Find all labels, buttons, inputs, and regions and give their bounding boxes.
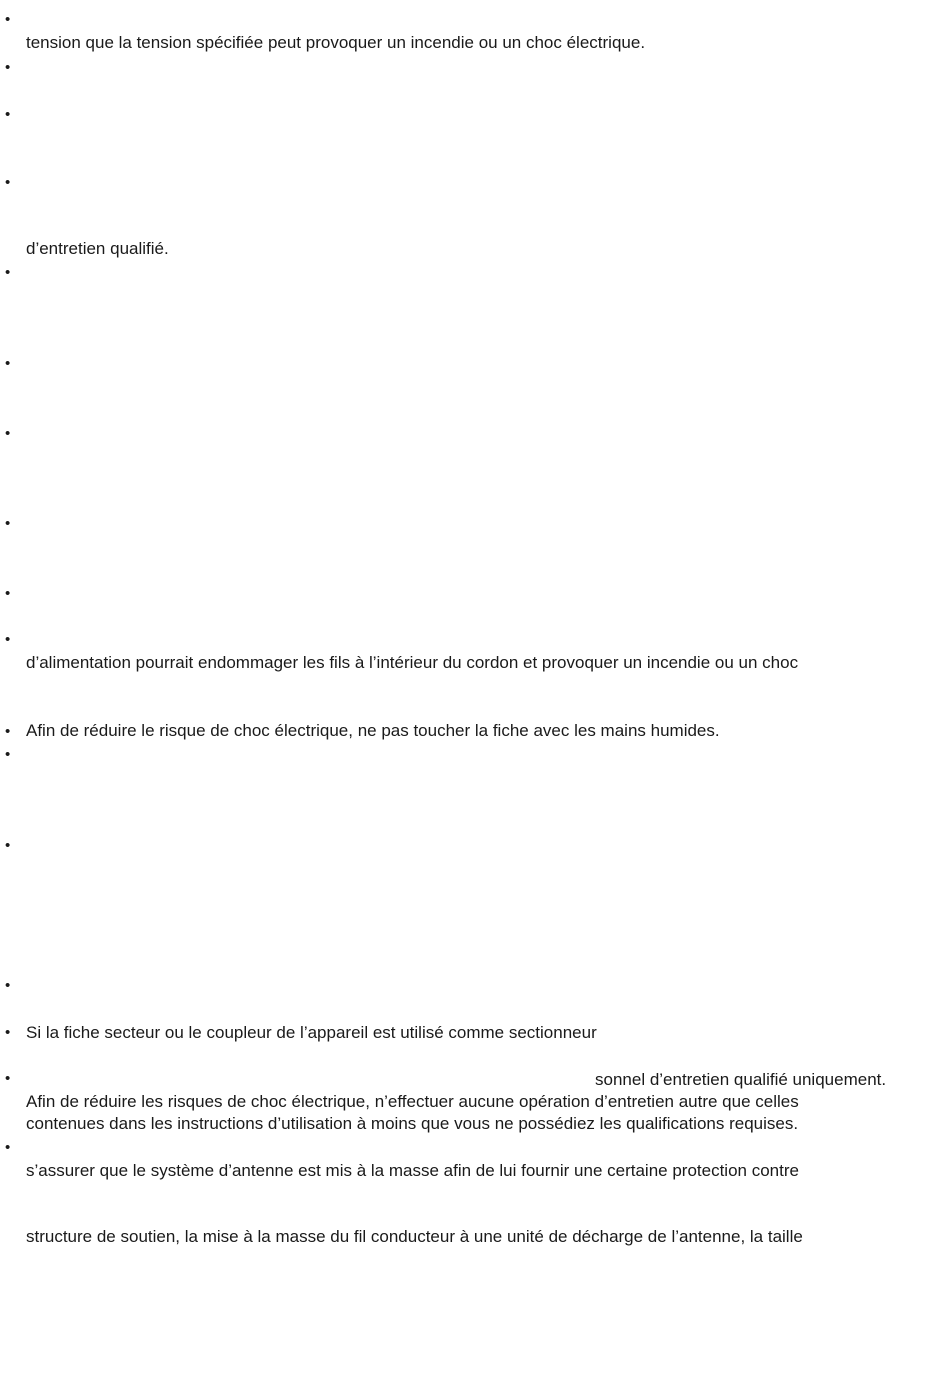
text-line-fiche-mains: Afin de réduire le risque de choc électrique, ne pas toucher la fiche avec les mains humides. <box>26 721 720 740</box>
bullet-14: • <box>5 977 11 994</box>
text-line-entretien-qualifie: d’entretien qualifié. <box>26 239 169 258</box>
bullet-9: • <box>5 585 11 602</box>
text-line-antenne-masse: s’assurer que le système d’antenne est mis à la masse afin de lui fournir une certaine protection contre <box>26 1161 799 1180</box>
bullet-1: • <box>5 11 11 28</box>
text-line-structure-soutien: structure de soutien, la mise à la masse du fil conducteur à une unité de décharge de l’antenne, la taille <box>26 1227 803 1246</box>
bullet-4: • <box>5 174 11 191</box>
bullet-7: • <box>5 425 11 442</box>
text-line-sectionneur: Si la fiche secteur ou le coupleur de l’appareil est utilisé comme sectionneur <box>26 1023 597 1042</box>
bullet-17: • <box>5 1139 11 1156</box>
bullet-10: • <box>5 631 11 648</box>
text-line-entretien-choc: Afin de réduire les risques de choc électrique, n’effectuer aucune opération d’entretien autre que celles <box>26 1092 799 1111</box>
text-line-personnel-qualifie: sonnel d’entretien qualifié uniquement. <box>595 1070 887 1089</box>
bullet-6: • <box>5 355 11 372</box>
text-line-tension: tension que la tension spécifiée peut provoquer un incendie ou un choc électrique. <box>26 33 646 52</box>
bullet-15: • <box>5 1024 11 1041</box>
bullet-2: • <box>5 59 11 76</box>
text-line-instructions: contenues dans les instructions d’utilisation à moins que vous ne possédiez les qualifications requises. <box>26 1114 799 1133</box>
bullet-11: • <box>5 723 11 740</box>
bullet-8: • <box>5 515 11 532</box>
bullet-3: • <box>5 106 11 123</box>
bullet-13: • <box>5 837 11 854</box>
bullet-16: • <box>5 1070 11 1087</box>
bullet-5: • <box>5 264 11 281</box>
text-line-alimentation: d’alimentation pourrait endommager les fils à l’intérieur du cordon et provoquer un incendie ou un choc <box>26 653 799 672</box>
bullet-12: • <box>5 746 11 763</box>
